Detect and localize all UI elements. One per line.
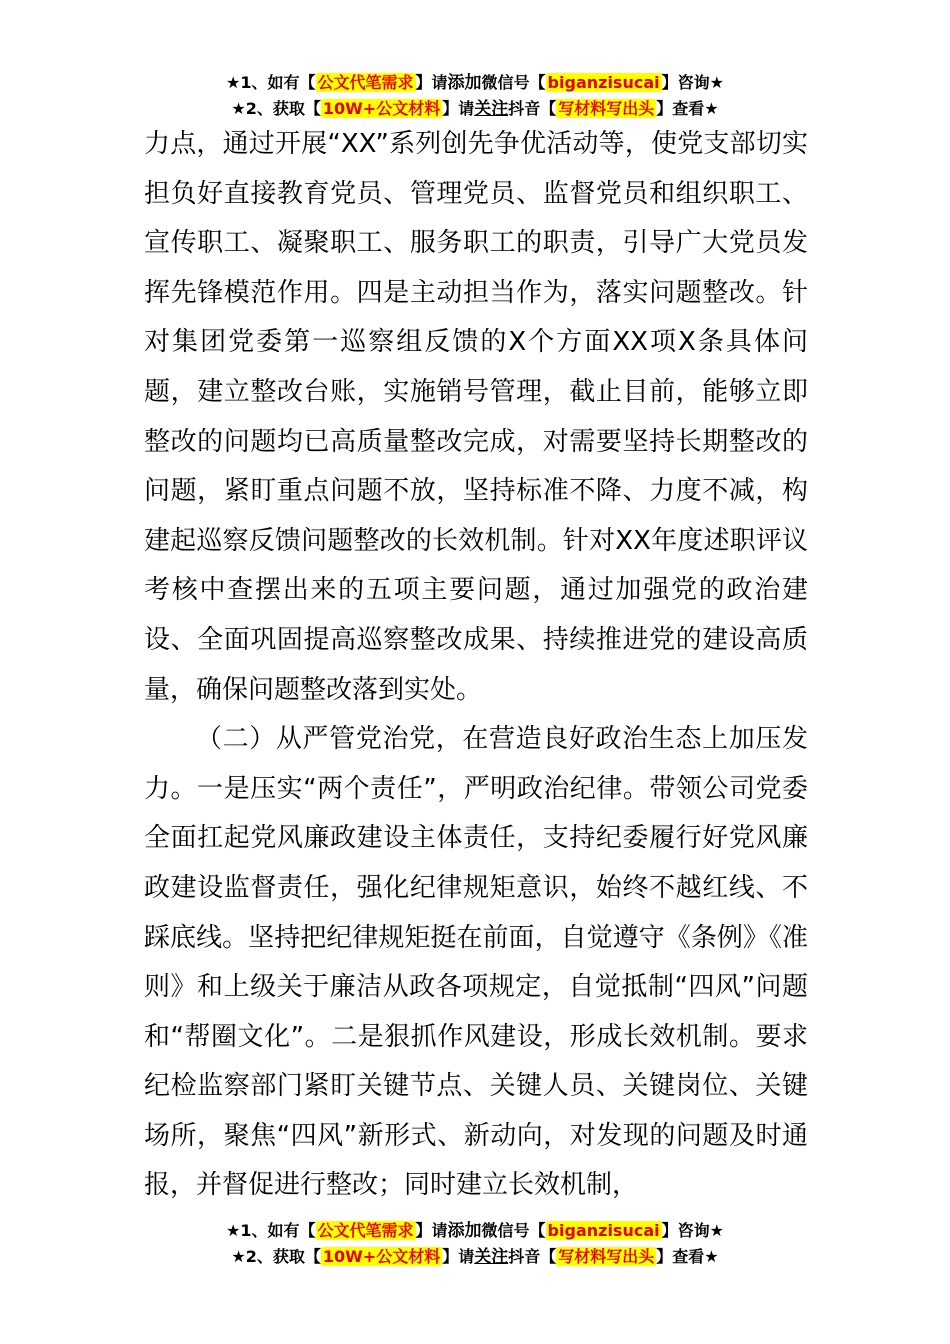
banner-text: ★2、获取【 [231, 1247, 321, 1266]
banner-wechat-id: biganzisucai [547, 73, 660, 92]
header-banner [0, 70, 950, 122]
document-body [144, 120, 808, 1211]
banner-text: 】查看★ [656, 1247, 719, 1266]
banner-line-2 [0, 1244, 950, 1270]
banner-highlight: 公文代笔需求 [317, 73, 414, 92]
banner-text: 微信号【 [481, 1221, 546, 1240]
banner-text: 】请 [415, 1221, 448, 1240]
paragraph-section-two: （二）从严管党治党，在营造良好政治生态上加压发力。一是压实“两个责任”，严明政治纪律。带领公司党委全面扛起党风廉政建设主体责任，支持纪委履行好党风廉政建设监督责任，强化纪律规矩意识，始终不越红线、不踩底线。坚持把纪律规矩挺在前面，自觉遵守《条例》《准则》和上级关于廉洁从政各项规定，自觉抵制“四风”问题和“帮圈文化”。二是狠抓作风建设，形成长效机制。要求纪检监察部门紧盯关键节点、关键人员、关键岗位、关键场所，聚焦“四风”新形式、新动向，对发现的问题及时通报，并督促进行整改；同时建立长效机制， [144, 724, 808, 1201]
banner-emphasis: 添加 [447, 73, 482, 93]
banner-emphasis: 关注 [474, 99, 509, 119]
banner-text: 】请 [415, 73, 448, 92]
footer-banner [0, 1218, 950, 1270]
banner-text: 】咨询★ [661, 73, 724, 92]
banner-line-1 [0, 70, 950, 96]
paragraph-continuation: 力点，通过开展“XX”系列创先争优活动等，使党支部切实担负好直接教育党员、管理党员、监督党员和组织职工、宣传职工、凝聚职工、服务职工的职责，引导广大党员发挥先锋模范作用。四是主动担当作为，落实问题整改。针对集团党委第一巡察组反馈的X个方面XX项X条具体问题，建立整改台账，实施销号管理，截止目前，能够立即整改的问题均已高质量整改完成，对需要坚持长期整改的问题，紧盯重点问题不放，坚持标准不降、力度不减，构建起巡察反馈问题整改的长效机制。针对XX年度述职评议考核中查摆出来的五项主要问题，通过加强党的政治建设、全面巩固提高巡察整改成果、持续推进党的建设高质量，确保问题整改落到实处。 [144, 129, 808, 705]
banner-line-1 [0, 1218, 950, 1244]
banner-highlight: 公文代笔需求 [317, 1221, 414, 1240]
banner-text: 抖音【 [508, 1247, 557, 1266]
banner-highlight: 10W+公文材料 [322, 99, 441, 118]
banner-text: 】查看★ [656, 99, 719, 118]
banner-wechat-id: biganzisucai [547, 1221, 660, 1240]
banner-douyin-id: 写材料写出头 [558, 1247, 655, 1266]
banner-text: ★2、获取【 [231, 99, 321, 118]
banner-text: 】请 [442, 1247, 475, 1266]
banner-emphasis: 添加 [447, 1221, 482, 1241]
banner-emphasis: 关注 [474, 1247, 509, 1267]
banner-text: ★1、如有【 [226, 1221, 316, 1240]
banner-highlight: 10W+公文材料 [322, 1247, 441, 1266]
banner-douyin-id: 写材料写出头 [558, 99, 655, 118]
banner-text: ★1、如有【 [226, 73, 316, 92]
banner-text: 微信号【 [481, 73, 546, 92]
banner-line-2 [0, 96, 950, 122]
banner-text: 抖音【 [508, 99, 557, 118]
banner-text: 】请 [442, 99, 475, 118]
banner-text: 】咨询★ [661, 1221, 724, 1240]
